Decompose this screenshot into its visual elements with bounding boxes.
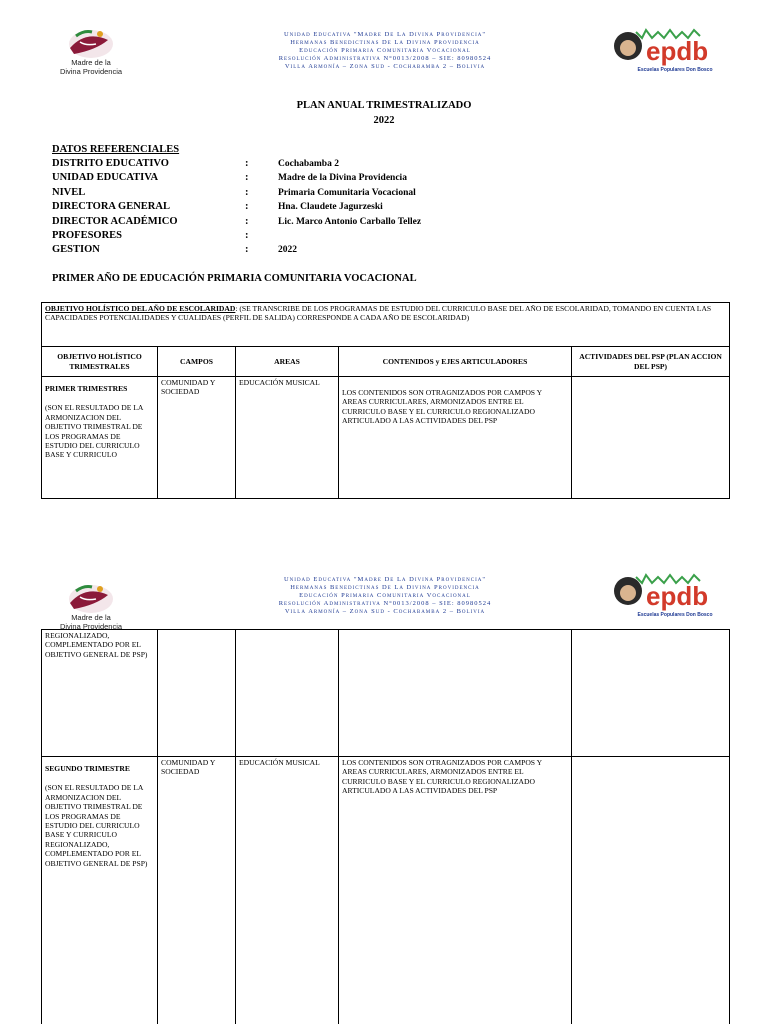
school-line: Unidad Educativa "Madre De La Divina Providencia" — [283, 31, 487, 38]
header-contenidos: CONTENIDOS y EJES ARTICULADORES — [339, 347, 572, 377]
ref-row-distrito — [52, 157, 652, 171]
contenidos-cell — [339, 377, 572, 499]
area-cell: EDUCACIÓN MUSICAL — [236, 377, 339, 499]
logo-caption-line2: Divina Providencia — [59, 67, 123, 76]
epdb-logo — [612, 24, 716, 78]
document-year: 2022 — [373, 115, 395, 126]
table-row-second-trimester — [42, 757, 730, 1024]
actividades-cell — [572, 630, 730, 757]
ref-row-profesores — [52, 229, 652, 243]
ref-colon: : — [245, 201, 249, 213]
trimester-name: SEGUNDO TRIMESTRE — [45, 764, 130, 773]
ref-value: Lic. Marco Antonio Carballo Tellez — [278, 216, 422, 227]
plan-table — [41, 302, 730, 499]
header-actividades: ACTIVIDADES DEL PSP (PLAN ACCION DEL PSP) — [572, 347, 730, 377]
school-line: Resolución Administrativa N°0013/2008 – SIE: 80980524 — [278, 55, 492, 62]
reference-data — [52, 143, 652, 258]
table-row-first-trimester-continued — [42, 630, 730, 757]
logo-caption-line1: Madre de la — [71, 613, 111, 622]
epdb-logo — [612, 569, 716, 623]
ref-value: Primaria Comunitaria Vocacional — [278, 187, 416, 198]
school-line: Educación Primaria Comunitaria Vocacional — [299, 592, 471, 599]
letterhead — [0, 0, 768, 76]
ref-colon: : — [245, 244, 249, 256]
area-cell — [236, 630, 339, 757]
ref-colon: : — [245, 229, 249, 241]
ref-row-nivel — [52, 186, 652, 200]
ref-label: DISTRITO EDUCATIVO — [52, 158, 169, 169]
campo-cell: COMUNIDAD Y SOCIEDAD — [158, 757, 236, 1024]
ref-label: DIRECTORA GENERAL — [52, 201, 170, 213]
plan-table-continued — [41, 629, 730, 1024]
trimester-cell — [42, 757, 158, 1024]
contenidos-cell: LOS CONTENIDOS SON OTRAGNIZADOS POR CAMPOS Y AREAS CURRICULARES, ARMONIZADOS ENTRE EL CURRICULO BASE Y EL CURRICULO REGIONALIZADO ARTICULADO A LAS ACTIVIDADES DEL PSP — [339, 757, 572, 1024]
area-cell: EDUCACIÓN MUSICAL — [236, 757, 339, 1024]
logo-caption-line1: Madre de la — [71, 58, 111, 67]
actividades-cell — [572, 377, 730, 499]
reference-heading: DATOS REFERENCIALES — [52, 144, 180, 155]
objective-label: OBJETIVO HOLÍSTICO DEL AÑO DE ESCOLARIDAD — [45, 304, 236, 313]
objective-cell — [42, 303, 730, 347]
school-line: Villa Armonía – Zona Sud - Cochabamba 2 – Bolivia — [284, 608, 486, 615]
letterhead — [0, 555, 768, 631]
ref-row-director — [52, 215, 652, 229]
header-areas: AREAS — [236, 347, 339, 377]
ref-colon: : — [245, 172, 249, 184]
ref-label: PROFESORES — [52, 229, 123, 241]
school-line: Unidad Educativa "Madre De La Divina Providencia" — [283, 576, 487, 583]
document-page-2 — [0, 555, 768, 1024]
ref-row-unidad — [52, 171, 652, 185]
ref-row-gestion — [52, 243, 652, 257]
ref-label: DIRECTOR ACADÉMICO — [52, 215, 178, 227]
epdb-caption: Escuelas Populares Don Bosco — [637, 612, 713, 618]
ref-colon: : — [245, 186, 249, 198]
ref-colon: : — [245, 158, 249, 169]
logo-caption-line2: Divina Providencia — [59, 622, 123, 631]
school-line: Hermanas Benedictinas De La Divina Providencia — [290, 39, 480, 46]
epdb-logo-text: epdb — [646, 581, 709, 611]
trimester-description: (SON EL RESULTADO DE LA ARMONIZACION DEL OBJETIVO TRIMESTRAL DE LOS PROGRAMAS DE ESTUDIO DEL CURRICULO BASE Y CURRICULO — [45, 403, 143, 460]
ref-row-directora — [52, 200, 652, 214]
table-row-first-trimester — [42, 377, 730, 499]
actividades-cell — [572, 757, 730, 1024]
school-info — [230, 31, 540, 71]
trimester-cell — [42, 377, 158, 499]
objective-text: : (SE TRANSCRIBE DE LOS PROGRAMAS DE ESTUDIO DEL CURRICULO BASE DEL AÑO DE ESCOLARIDAD, TOMANDO EN CUENTA LAS CAPACIDADES POTENCIALIDADES Y CUALIDAES (PERFIL DE SALIDA) CORRESPONDE A CADA AÑO DE ESCOLARIDAD) — [45, 304, 712, 323]
table-header-row — [42, 347, 730, 377]
document-subtitle: PRIMER AÑO DE EDUCACIÓN PRIMARIA COMUNITARIA VOCACIONAL — [52, 273, 417, 284]
ref-label: GESTION — [52, 244, 100, 256]
school-line: Educación Primaria Comunitaria Vocacional — [299, 47, 471, 54]
contenidos-text: LOS CONTENIDOS SON OTRAGNIZADOS POR CAMPOS Y AREAS CURRICULARES, ARMONIZADOS ENTRE EL CURRICULO BASE Y EL CURRICULO REGIONALIZADO ARTICULADO A LAS ACTIVIDADES DEL PSP — [342, 388, 542, 426]
school-logo — [56, 577, 126, 633]
trimester-cell — [42, 630, 158, 757]
trimester-description: (SON EL RESULTADO DE LA ARMONIZACION DEL OBJETIVO TRIMESTRAL DE LOS PROGRAMAS DE ESTUDIO DEL CURRICULO BASE Y CURRICULO REGIONALIZADO, COMPLEMENTADO POR EL OBJETIVO GENERAL DE PSP) — [45, 783, 148, 868]
ref-label: NIVEL — [52, 186, 86, 198]
objective-row — [42, 303, 730, 347]
ref-value: 2022 — [278, 245, 297, 256]
epdb-logo-text: epdb — [646, 36, 709, 66]
epdb-caption: Escuelas Populares Don Bosco — [637, 67, 713, 73]
school-logo — [56, 22, 126, 78]
header-objetivo: OBJETIVO HOLÍSTICO TRIMESTRALES — [42, 347, 158, 377]
school-info — [230, 576, 540, 616]
contenidos-cell — [339, 630, 572, 757]
school-line: Villa Armonía – Zona Sud - Cochabamba 2 – Bolivia — [284, 63, 486, 70]
ref-colon: : — [245, 215, 249, 227]
ref-value: Madre de la Divina Providencia — [278, 173, 407, 184]
campo-cell — [158, 630, 236, 757]
school-line: Resolución Administrativa N°0013/2008 – SIE: 80980524 — [278, 600, 492, 607]
school-line: Hermanas Benedictinas De La Divina Providencia — [290, 584, 480, 591]
ref-label: UNIDAD EDUCATIVA — [52, 172, 159, 184]
school-logo-caption — [56, 58, 126, 76]
ref-value: Cochabamba 2 — [278, 159, 339, 169]
campo-cell: COMUNIDAD Y SOCIEDAD — [158, 377, 236, 499]
ref-value: Hna. Claudete Jagurzeski — [278, 202, 383, 213]
header-campos: CAMPOS — [158, 347, 236, 377]
trimester-description: REGIONALIZADO, COMPLEMENTADO POR EL OBJETIVO GENERAL DE PSP) — [45, 631, 148, 659]
trimester-name: PRIMER TRIMESTRES — [45, 384, 128, 393]
document-title: PLAN ANUAL TRIMESTRALIZADO — [296, 100, 472, 111]
